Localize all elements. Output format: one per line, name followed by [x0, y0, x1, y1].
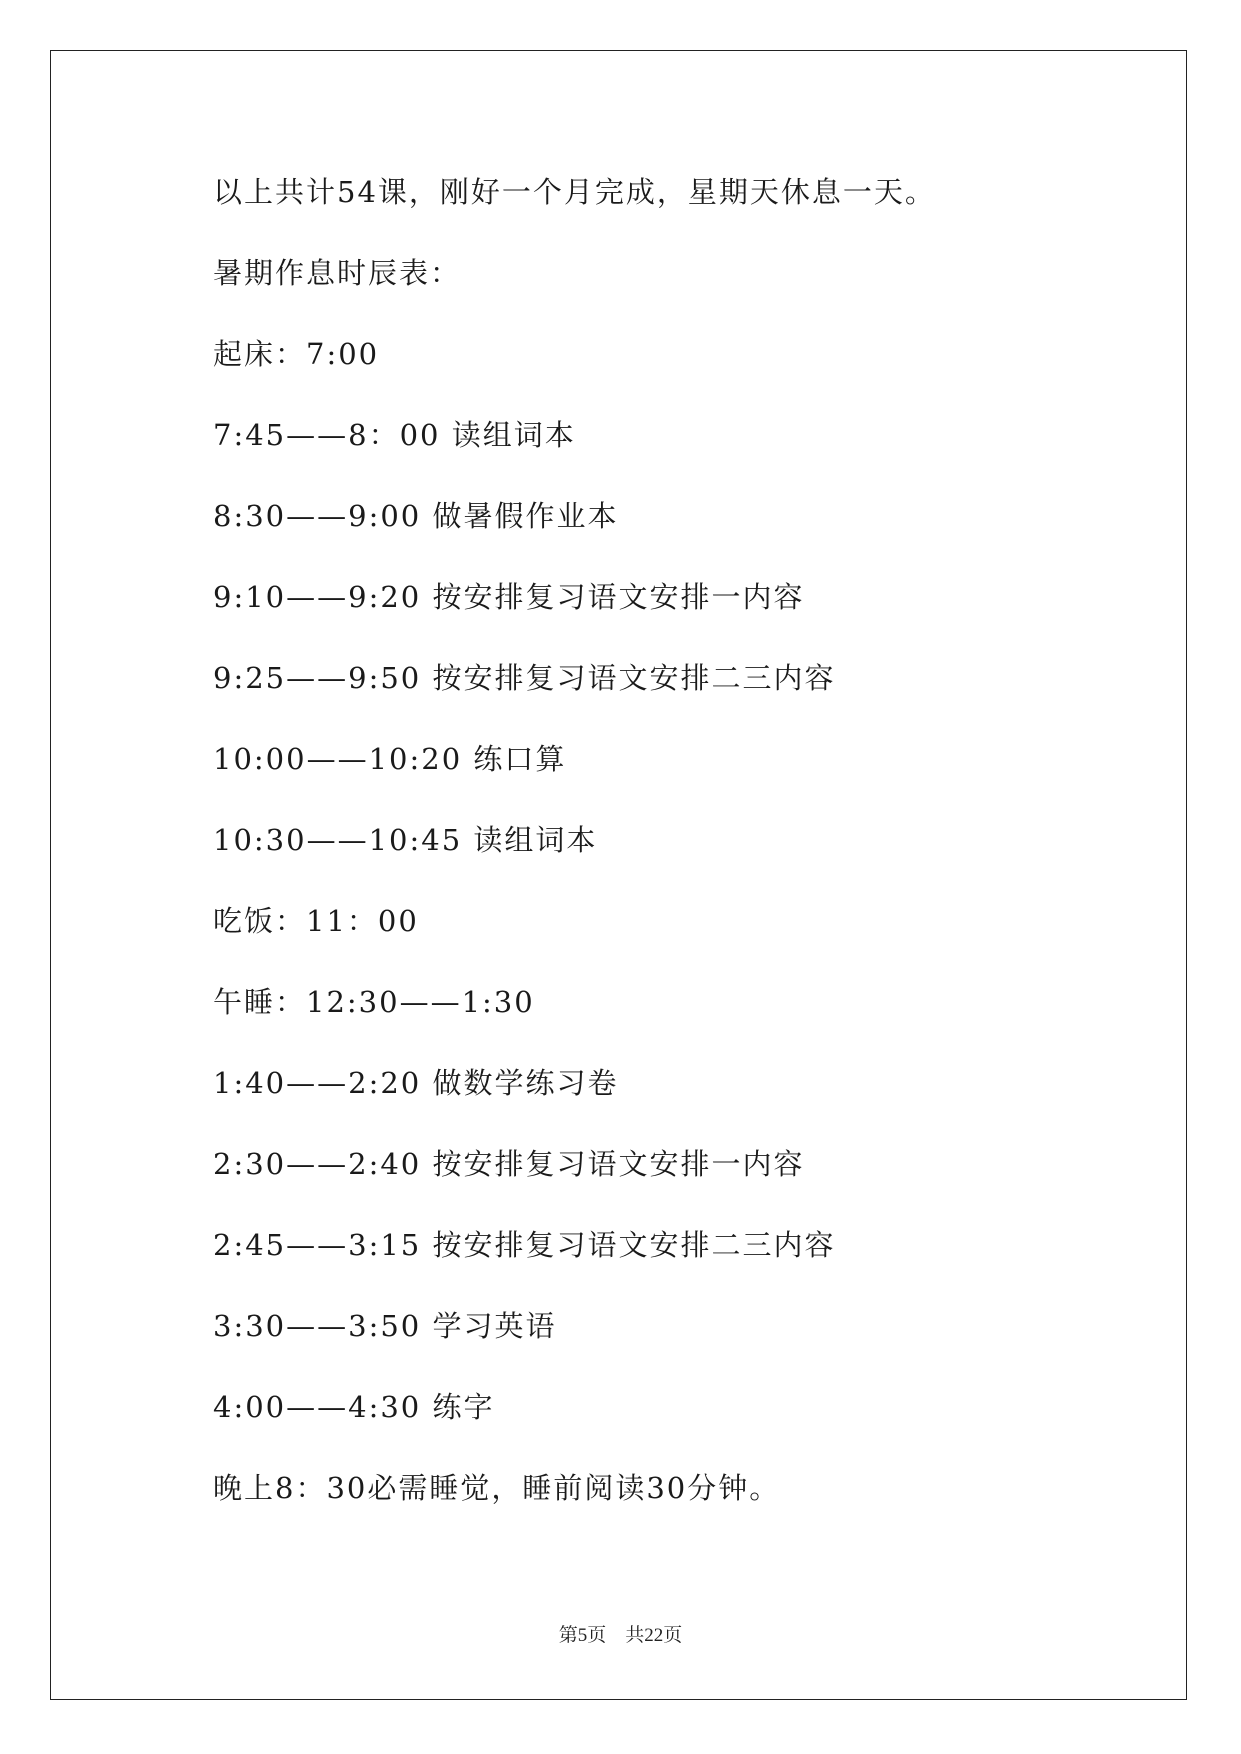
- schedule-heading: 暑期作息时辰表：: [213, 256, 462, 290]
- page-number-footer: 第5页 共22页: [558, 1625, 683, 1646]
- schedule-item: 3:30——3:50 学习英语: [213, 1309, 557, 1343]
- schedule-item: 2:30——2:40 按安排复习语文安排一内容: [213, 1147, 805, 1181]
- schedule-item: 4:00——4:30 练字: [213, 1390, 495, 1424]
- schedule-item: 8:30——9:00 做暑假作业本: [213, 499, 619, 533]
- text-line-summary: 以上共计54课，刚好一个月完成，星期天休息一天。: [213, 175, 936, 209]
- document-body: [213, 168, 1113, 1545]
- schedule-item: 10:00——10:20 练口算: [213, 742, 567, 776]
- schedule-item: 7:45——8：00 读组词本: [213, 418, 576, 452]
- schedule-item: 吃饭：11：00: [213, 904, 419, 938]
- schedule-item: 10:30——10:45 读组词本: [213, 823, 598, 857]
- schedule-item: 1:40——2:20 做数学练习卷: [213, 1066, 619, 1100]
- schedule-item: 午睡：12:30——1:30: [213, 985, 535, 1019]
- text-line-bedtime: 晚上8：30必需睡觉，睡前阅读30分钟。: [213, 1471, 781, 1505]
- schedule-item: 起床：7:00: [213, 337, 380, 371]
- schedule-item: 2:45——3:15 按安排复习语文安排二三内容: [213, 1228, 836, 1262]
- schedule-item: 9:25——9:50 按安排复习语文安排二三内容: [213, 661, 836, 695]
- schedule-item: 9:10——9:20 按安排复习语文安排一内容: [213, 580, 805, 614]
